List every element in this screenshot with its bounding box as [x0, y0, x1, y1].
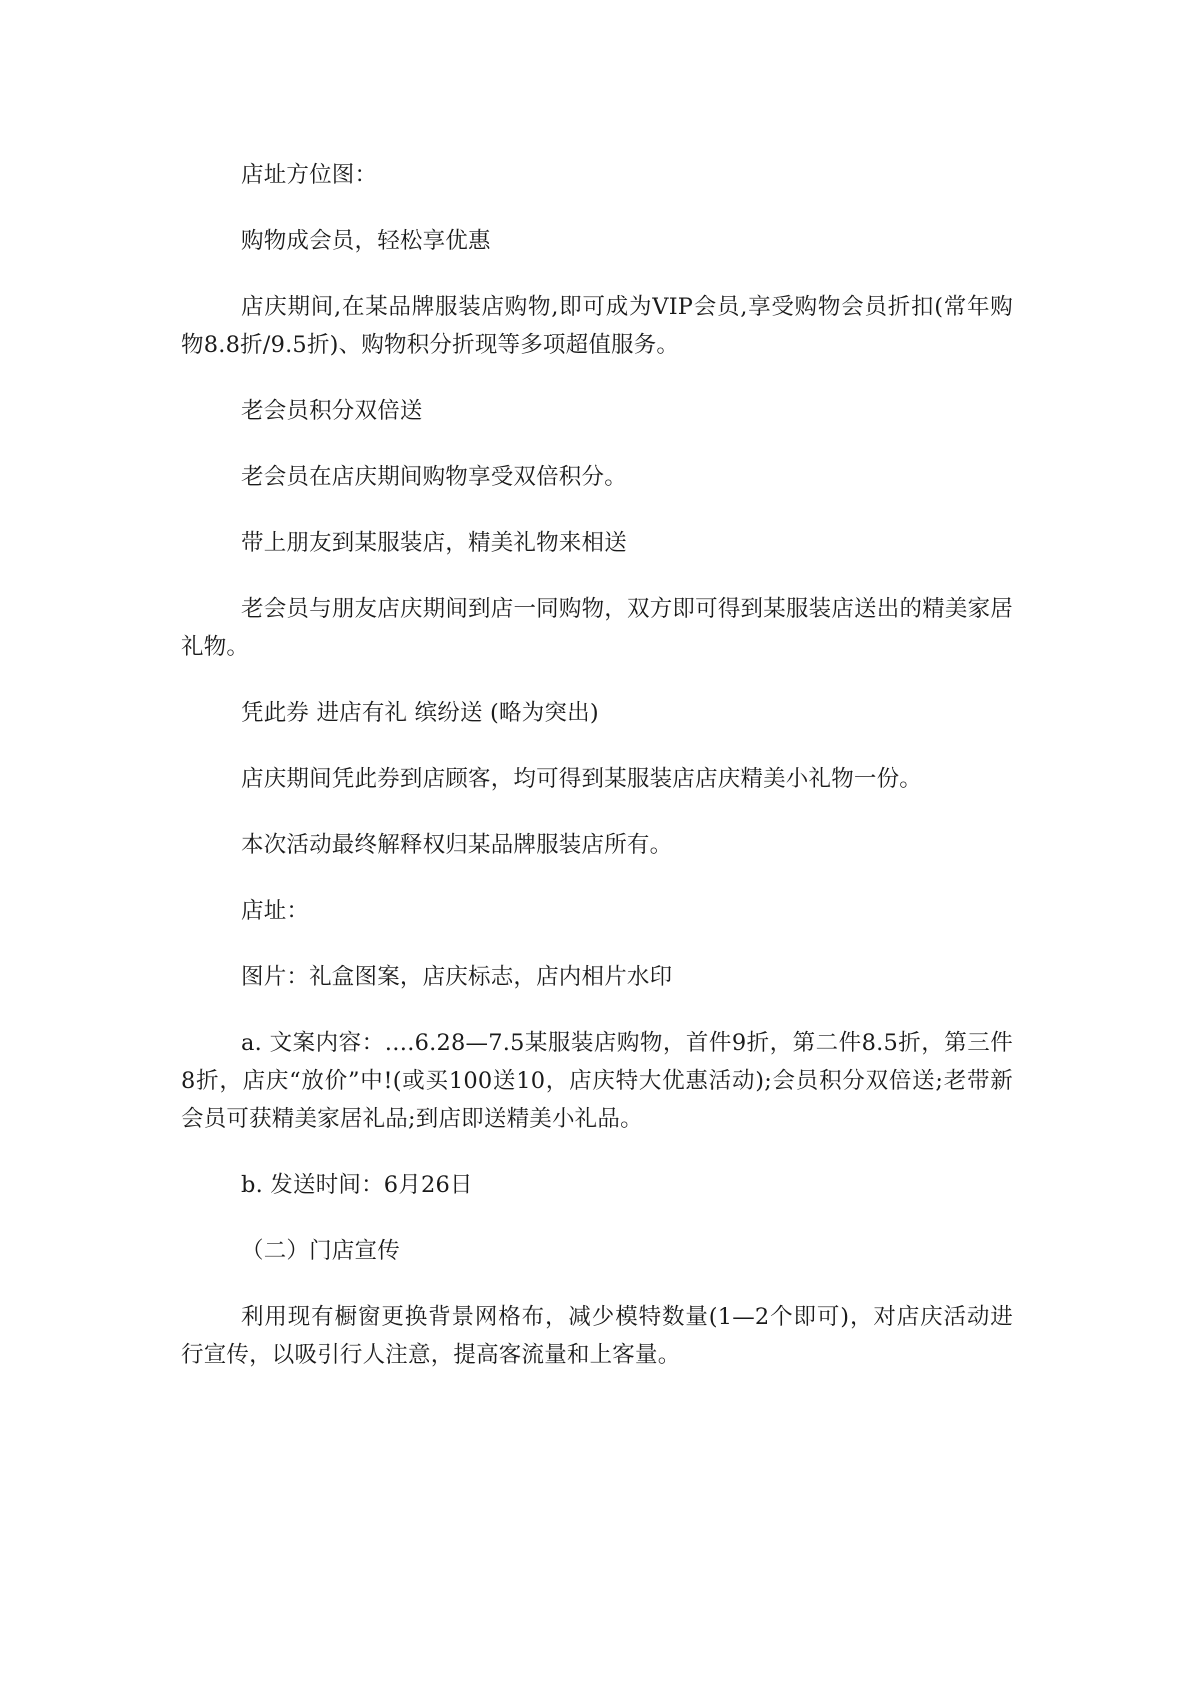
- paragraph-double-points: 老会员在店庆期间购物享受双倍积分。: [241, 464, 627, 490]
- paragraph-send-time: b. 发送时间：6月26日: [241, 1172, 473, 1198]
- paragraph-vip-membership: 店庆期间,在某品牌服装店购物,即可成为VIP会员,享受购物会员折扣(常年购物8.8折/9.5折)、购物积分折现等多项超值服务。: [181, 294, 1013, 358]
- heading-bring-friends: 带上朋友到某服装店，精美礼物来相送: [241, 530, 627, 556]
- paragraph-bring-friends: 老会员与朋友店庆期间到店一同购物，双方即可得到某服装店送出的精美家居礼物。: [181, 596, 1013, 660]
- heading-double-points: 老会员积分双倍送: [241, 398, 423, 424]
- heading-member-offer: 购物成会员，轻松享优惠: [241, 228, 491, 254]
- heading-store-promotion: （二）门店宣传: [241, 1238, 400, 1264]
- paragraph-copy-content: a. 文案内容：….6.28—7.5某服装店购物，首件9折，第二件8.5折，第三件8折，店庆“放价”中!(或买100送10，店庆特大优惠活动);会员积分双倍送;老带新会员可获精美家居礼品;到店即送精美小礼品。: [181, 1030, 1013, 1132]
- paragraph-final-interpretation: 本次活动最终解释权归某品牌服装店所有。: [241, 832, 673, 858]
- paragraph-images: 图片：礼盒图案，店庆标志，店内相片水印: [241, 964, 673, 990]
- paragraph-store-address: 店址：: [241, 898, 310, 924]
- heading-coupon: 凭此券 进店有礼 缤纷送 (略为突出): [241, 700, 599, 726]
- paragraph-window-display: 利用现有橱窗更换背景网格布，减少模特数量(1—2个即可)，对店庆活动进行宣传，以吸引行人注意，提高客流量和上客量。: [181, 1304, 1013, 1368]
- document-body: [181, 156, 1013, 1402]
- paragraph-coupon: 店庆期间凭此券到店顾客，均可得到某服装店店庆精美小礼物一份。: [241, 766, 923, 792]
- paragraph-store-map: 店址方位图：: [241, 162, 378, 188]
